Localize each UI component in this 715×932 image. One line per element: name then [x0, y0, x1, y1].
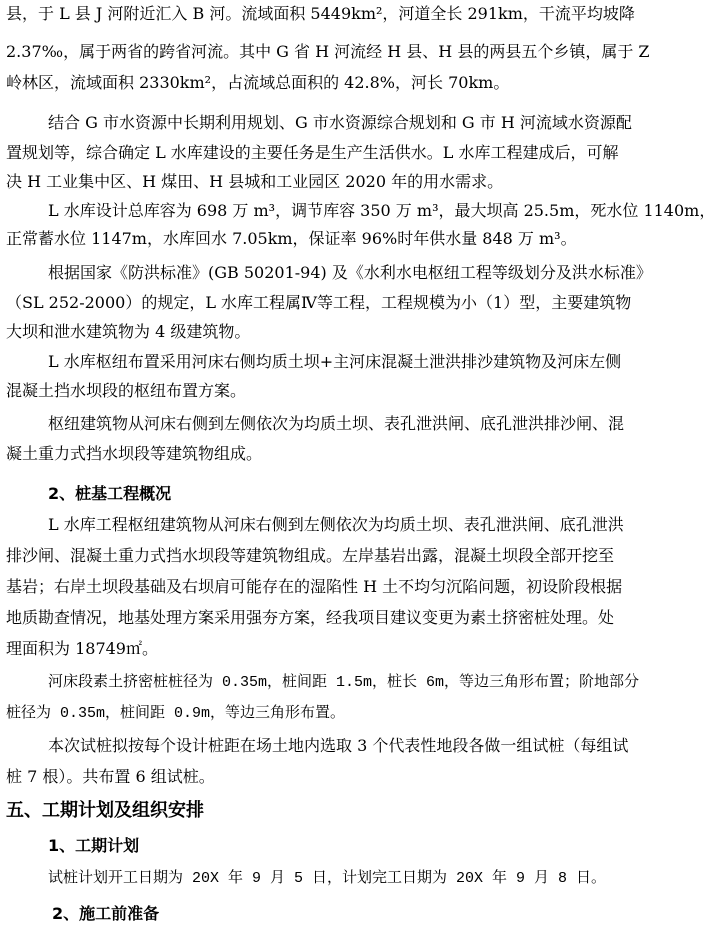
text-line: 本次试桩拟按每个设计桩距在场土地内选取 3 个代表性地段各做一组试桩（每组试 — [48, 736, 629, 755]
text-line: 根据国家《防洪标准》(GB 50201-94) 及《水利水电枢纽工程等级划分及洪水标准》 — [48, 263, 652, 282]
text-line: L 水库设计总库容为 698 万 m³，调节库容 350 万 m³，最大坝高 25.5m，死水位 1140m， — [48, 201, 715, 220]
text-line: 结合 G 市水资源中长期利用规划、G 市水资源综合规划和 G 市 H 河流域水资源配 — [48, 113, 632, 132]
section-heading: 1、工期计划 — [48, 836, 140, 855]
text-line: 2.37‰，属于两省的跨省河流。其中 G 省 H 河流经 H 县、H 县的两县五个乡镇，属于 Z — [6, 42, 650, 61]
text-line: 试桩计划开工日期为 20X 年 9 月 5 日，计划完工日期为 20X 年 9 月 8 日。 — [48, 870, 607, 887]
text-line: 河床段素土挤密桩桩径为 0.35m，桩间距 1.5m，桩长 6m，等边三角形布置；阶地部分 — [48, 674, 640, 691]
text-line: 基岩；右岸土坝段基础及右坝肩可能存在的湿陷性 H 土不均匀沉陷问题，初设阶段根据 — [6, 577, 623, 596]
text-line: 枢纽建筑物从河床右侧到左侧依次为均质土坝、表孔泄洪闸、底孔泄洪排沙闸、混 — [48, 414, 625, 433]
text-line: 理面积为 18749㎡。 — [6, 639, 158, 658]
text-line: 桩 7 根）。共布置 6 组试桩。 — [6, 767, 215, 786]
text-line: 凝土重力式挡水坝段等建筑物组成。 — [6, 444, 263, 463]
text-line: 正常蓄水位 1147m，水库回水 7.05km，保证率 96%时年供水量 848 万 m³。 — [6, 229, 577, 248]
text-line: 岭林区，流域面积 2330km²，占流域总面积的 42.8%，河长 70km。 — [6, 73, 510, 92]
text-line: 县，于 L 县 J 河附近汇入 B 河。流域面积 5449km²，河道全长 291km，干流平均坡降 — [6, 4, 635, 23]
text-line: （SL 252-2000）的规定，L 水库工程属Ⅳ等工程，工程规模为小（1）型，主要建筑物 — [6, 293, 632, 312]
section-heading: 2、施工前准备 — [52, 904, 160, 923]
text-line: L 水库枢纽布置采用河床右侧均质土坝+主河床混凝土泄洪排沙建筑物及河床左侧 — [48, 352, 622, 371]
text-line: 决 H 工业集中区、H 煤田、H 县城和工业园区 2020 年的用水需求。 — [6, 172, 504, 191]
text-line: L 水库工程枢纽建筑物从河床右侧到左侧依次为均质土坝、表孔泄洪闸、底孔泄洪 — [48, 515, 624, 534]
section-heading: 2、桩基工程概况 — [48, 484, 172, 503]
text-line: 大坝和泄水建筑物为 4 级建筑物。 — [6, 322, 251, 341]
text-line: 地质勘查情况，地基处理方案采用强夯方案，经我项目建议变更为素土挤密桩处理。处 — [6, 608, 615, 627]
text-line: 混凝土挡水坝段的枢纽布置方案。 — [6, 381, 247, 400]
text-line: 置规划等，综合确定 L 水库建设的主要任务是生产生活供水。L 水库工程建成后，可解 — [6, 143, 619, 162]
chapter-heading: 五、工期计划及组织安排 — [6, 800, 204, 821]
text-line: 桩径为 0.35m，桩间距 0.9m，等边三角形布置。 — [6, 705, 346, 722]
text-line: 排沙闸、混凝土重力式挡水坝段等建筑物组成。左岸基岩出露，混凝土坝段全部开挖至 — [6, 546, 615, 565]
